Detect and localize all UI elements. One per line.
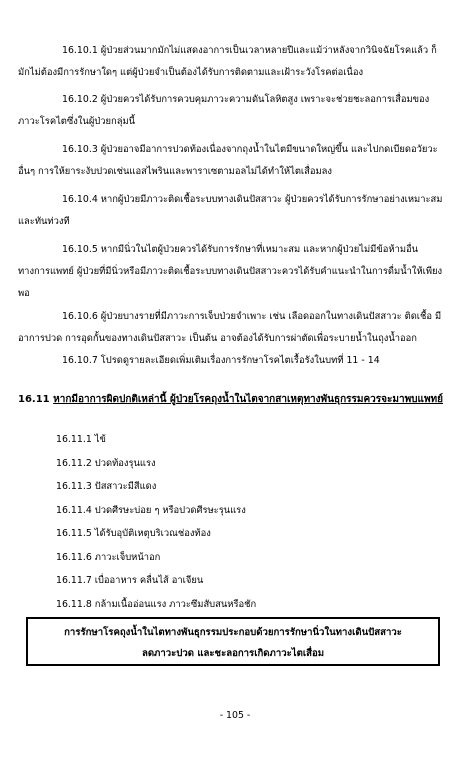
section-heading [18, 389, 448, 411]
list-item: 16.11.1 ไข้ [56, 434, 106, 445]
summary-line-1: การรักษาโรคถุงน้ำในไตทางพันธุกรรมประกอบด้วยการรักษานิ่วในทางเดินปัสสาวะ [64, 627, 402, 638]
paragraph-16-10-1: 16.10.1 ผู้ป่วยส่วนมากมักไม่แสดงอาการเป็นเวลาหลายปีและแม้ว่าหลังจากวินิจฉัยโรคแล้ว ก็มักไม่ต้องมีการรักษาใดๆ แต่ผู้ป่วยจำเป็นต้องได้รับการติดตามและเฝ้าระวังโรคต่อเนื่อง [18, 45, 437, 78]
paragraph-16-10-4: 16.10.4 หากผู้ป่วยมีภาวะติดเชื้อระบบทางเดินปัสสาวะ ผู้ป่วยควรได้รับการรักษาอย่างเหมาะสมและทันท่วงที [18, 194, 443, 227]
list-item: 16.11.8 กล้ามเนื้ออ่อนแรง ภาวะซึมสับสนหรือชัก [56, 598, 257, 610]
list-item: 16.11.3 ปัสสาวะมีสีแดง [56, 481, 157, 492]
summary-box [26, 617, 440, 666]
section-number: 16.11 [18, 394, 50, 405]
section-title: หากมีอาการผิดปกติเหล่านี้ ผู้ป่วยโรคถุงน้ำในไตจากสาเหตุทางพันธุกรรมควรจะมาพบแพทย์ [53, 394, 444, 405]
summary-line-2: ลดภาวะปวด และชะลอการเกิดภาวะไตเสื่อม [141, 648, 325, 659]
page-number: - 105 - [219, 710, 251, 721]
paragraph-16-10-3: 16.10.3 ผู้ป่วยอาจมีอาการปวดท้องเนื่องจากถุงน้ำในไตมีขนาดใหญ่ขึ้น และไปกดเบียดอวัยวะอื่นๆ การให้ยาระงับปวดเช่นแอสไพรินและพาราเซตามอลไม่ได้ทำให้ไตเสื่อมลง [18, 144, 438, 177]
list-item: 16.11.7 เบื่ออาหาร คลื่นไส้ อาเจียน [56, 575, 204, 586]
paragraph-16-10-6: 16.10.6 ผู้ป่วยบางรายที่มีภาวะการเจ็บป่วยจำเพาะ เช่น เลือดออกในทางเดินปัสสาวะ ติดเชื้อ มีอาการปวด การอุดกั้นของทางเดินปัสสาวะ เป็นต้น อาจต้องได้รับการผ่าตัดเพื่อระบายน้ำในถุงน้ำออก [18, 311, 442, 344]
paragraph-16-10-5: 16.10.5 หากมีนิ่วในไตผู้ป่วยควรได้รับการรักษาที่เหมาะสม และหากผู้ป่วยไม่มีข้อห้ามอื่นทางการแพทย์ ผู้ป่วยที่มีนิ่วหรือมีภาวะติดเชื้อระบบทางเดินปัสสาวะควรได้รับคำแนะนำในการดื่มน้ำให้เพียงพอ [18, 244, 443, 299]
list-item: 16.11.5 ได้รับอุบัติเหตุบริเวณช่องท้อง [56, 528, 211, 539]
paragraph-16-10-7: 16.10.7 โปรดดูรายละเอียดเพิ่มเติมเรื่องการรักษาโรคไตเรื้อรังในบทที่ 11 - 14 [62, 355, 380, 366]
paragraph-16-10-2: 16.10.2 ผู้ป่วยควรได้รับการควบคุมภาวะความดันโลหิตสูง เพราะจะช่วยชะลอการเสื่อมของภาวะโรคไตซึ่งในผู้ป่วยกลุ่มนี้ [18, 94, 430, 127]
list-item: 16.11.4 ปวดศีรษะบ่อย ๆ หรือปวดศีรษะรุนแรง [56, 504, 246, 516]
list-item: 16.11.2 ปวดท้องรุนแรง [56, 457, 156, 469]
symptom-list [56, 428, 436, 616]
list-item: 16.11.6 ภาวะเจ็บหน้าอก [56, 551, 161, 563]
